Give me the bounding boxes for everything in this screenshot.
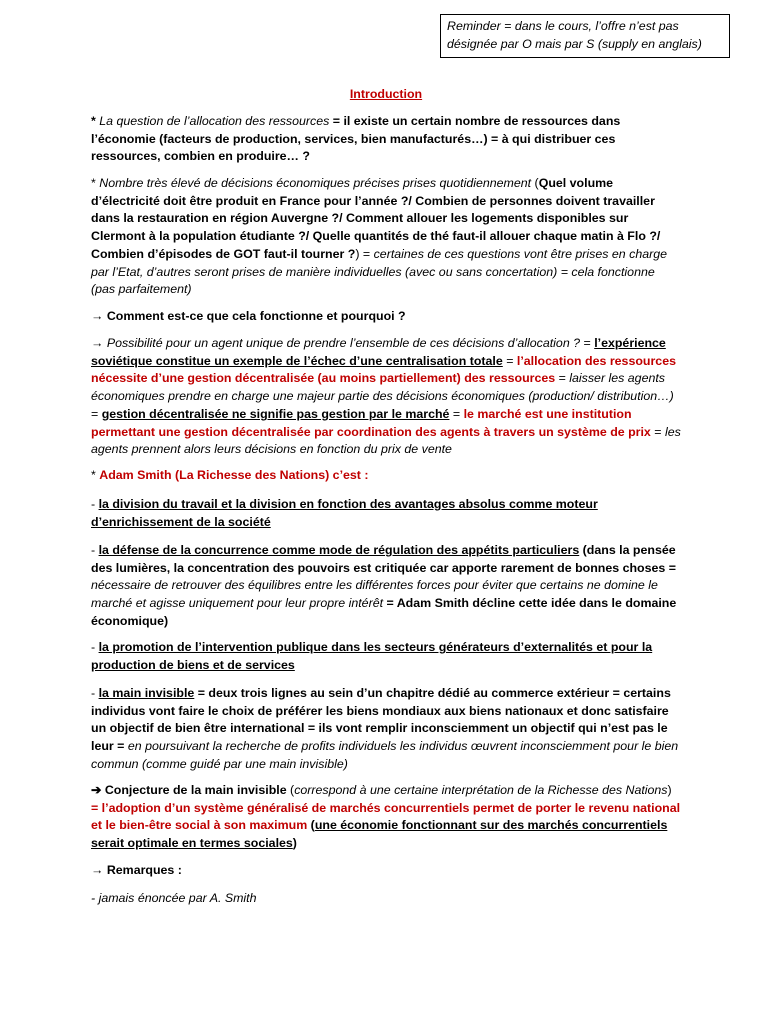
paragraph-decentralisation <box>91 335 681 459</box>
dash: - <box>91 543 99 557</box>
dash: - <box>91 640 99 654</box>
adam-smith-heading: Adam Smith (La Richesse des Nations) c’est : <box>99 468 369 482</box>
conjecture-statement: = l’adoption d’un système généralisé de marchés concurrentiels permet de porter le revenu national et le bien-être social à son maximum <box>91 800 681 833</box>
text-fragment: = <box>555 371 570 386</box>
division-travail: la division du travail et la division en fonction des avantages absolus comme moteur d’enrichissement de la société <box>91 497 598 529</box>
paragraph-question: → Comment est-ce que cela fonctionne et pourquoi ? <box>91 309 406 323</box>
adam-smith-note: = Adam Smith décline cette idée dans le domaine économique) <box>91 596 677 628</box>
bullet-star: * <box>91 176 100 190</box>
paragraph-conjecture <box>91 782 681 853</box>
decisions-term: Nombre très élevé de décisions économiques précises prises quotidiennement <box>99 176 532 190</box>
defense-concurrence: la défense de la concurrence comme mode de régulation des appétits particuliers <box>98 543 580 557</box>
optimal-economy: une économie fonctionnant sur des marchés concurrentiels serait optimale en termes sociales <box>91 818 668 851</box>
intervention-publique: la promotion de l’intervention publique dans les secteurs générateurs d’externalités et pour la production de biens et de services <box>91 640 653 672</box>
paragraph-division-travail <box>91 496 681 531</box>
paragraph-concurrence <box>91 542 681 631</box>
paragraph-decisions <box>91 175 681 299</box>
text-fragment: ) <box>667 783 672 797</box>
soviet-experience: l’expérience soviétique constitue un exemple de l’échec d’une centralisation totale <box>91 336 666 368</box>
paragraph-adam-smith-heading <box>91 467 681 485</box>
text-fragment: = <box>91 406 102 421</box>
text-fragment: = <box>650 424 665 439</box>
main-invisible-conclusion: en poursuivant la recherche de profits individuels les individus œuvrent inconsciemment pour le bien commun (comme guidé par une main invisible) <box>91 739 679 771</box>
concurrence-explanation: (dans la pensée des lumières, la concentration des pouvoirs est critiquée car apporte rarement de bonnes choses = <box>91 543 676 575</box>
text-fragment: = <box>580 336 595 350</box>
reminder-line-2: désignée par O mais par S (supply en anglais) <box>447 36 702 51</box>
text-fragment: ) <box>292 836 297 851</box>
text-fragment: ) = <box>355 246 374 261</box>
not-market-management: gestion décentralisée ne signifie pas gestion par le marché <box>101 406 450 421</box>
reminder-box <box>440 14 730 58</box>
allocation-question-term: La question de l’allocation des ressources <box>99 114 330 128</box>
reminder-line-1: Reminder = dans le cours, l’offre n’est pas <box>447 19 679 33</box>
decentralised-allocation: l’allocation des ressources nécessite d’une gestion décentralisée (au moins partiellement) des ressources <box>91 353 676 386</box>
conjecture-heading: ➔ Conjecture de la main invisible <box>91 783 287 797</box>
bullet-star: * <box>91 114 100 128</box>
dash: - <box>91 497 99 511</box>
market-definition: le marché est une institution permettant une gestion décentralisée par coordination des agents à travers un système de prix <box>91 406 651 439</box>
text-fragment: = <box>502 353 517 368</box>
price-decisions: les agents prennent alors leurs décisions en fonction du prix de vente <box>91 424 681 457</box>
allocation-question-text: = il existe un certain nombre de ressources dans l’économie (facteurs de production, services, bien manufacturés…) = à qui distribuer ces ressources, combien en produire… ? <box>91 114 621 164</box>
decisions-examples: Quel volume d’électricité doit être produit en France pour l’année ?/ Combien de personnes doivent travailler dans la restauration en région Auvergne ?/ Comment allouer les logements disponibles sur Clermont à la population étudiante ?/ Quelle quantités de thé faut-il allouer chaque matin à Flo ?/ Combien d’épisodes de GOT faut-il tourner ? <box>91 176 661 261</box>
conjecture-interpretation: correspond à une certaine interprétation de la Richesse des Nations <box>294 783 668 797</box>
page-title: Introduction <box>349 87 423 101</box>
equilibrium-note: nécessaire de retrouver des équilibres entre les différentes forces pour éviter que certains ne domine le marché et agisse uniquement pour leur propre intérêt <box>91 578 658 611</box>
bullet-star: * <box>91 468 100 482</box>
dash: - <box>91 686 99 700</box>
paragraph-intervention-publique <box>91 639 681 674</box>
text-fragment: ( <box>286 783 295 797</box>
paragraph-main-invisible <box>91 685 681 774</box>
text-fragment: = <box>449 406 464 421</box>
agents-decisions: laisser les agents économiques prendre en charge une majeur partie des décisions économiques (production/ distribution…) <box>91 371 674 404</box>
decisions-conclusion: certaines de ces questions vont être prises en charge par l’Etat, d’autres seront prises de manière individuelles (avec ou sans concertation) = cela fonctionne (pas parfaitement) <box>91 246 668 297</box>
single-agent-question: → Possibilité pour un agent unique de prendre l’ensemble de ces décisions d’allocation ? <box>91 336 581 350</box>
text-fragment: ( <box>531 176 539 190</box>
main-invisible-explanation: = deux trois lignes au sein d’un chapitre dédié au commerce extérieur = certains individus vont faire le choix de préférer les biens mondiaux aux biens nationaux et donc satisfaire un objectif de bien être international = ils vont remplir inconsciemment un objectif qui n’est pas le leur = <box>91 686 671 754</box>
paragraph-allocation-question <box>91 113 681 166</box>
paragraph-remarques: → Remarques : <box>91 863 182 877</box>
paragraph-never-stated: - jamais énoncée par A. Smith <box>91 891 257 905</box>
text-fragment: ( <box>307 818 315 833</box>
main-invisible: la main invisible <box>98 686 195 700</box>
